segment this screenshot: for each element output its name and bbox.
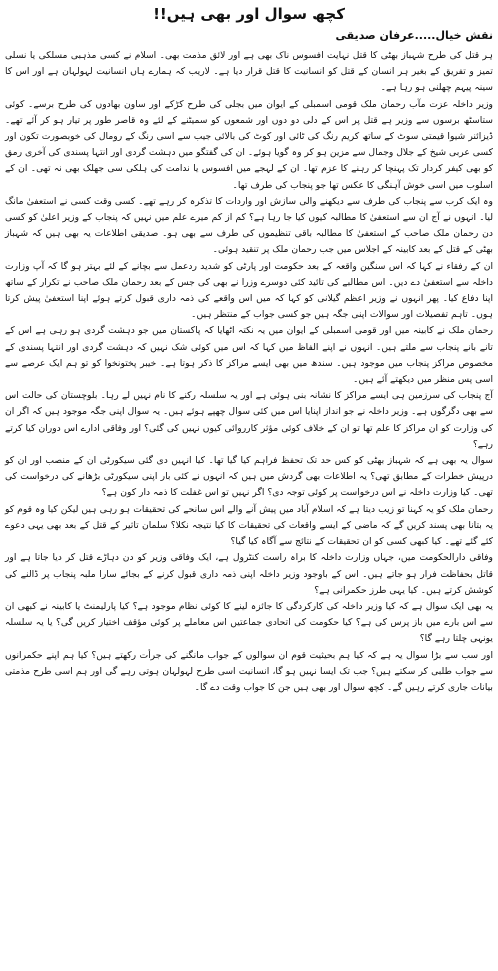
article-body <box>5 48 493 696</box>
paragraph: وفاقی دارالحکومت میں، جہاں وزارت داخلہ کا براہ راست کنٹرول ہے، ایک وفاقی وزیر کو دن دہاڑے قتل کر دیا جاتا ہے اور قاتل بحفاظت فرار ہو جاتے ہیں۔ اس کے باوجود وزیر داخلہ اپنی ذمہ داری قبول کرنے کے بجائے سارا ملبہ پنجاب پر ڈالنے کی کوشش کرتے ہیں۔ کیا یہی طرز حکمرانی ہے؟ <box>5 552 493 596</box>
paragraph: رحمان ملک نے کابینہ میں اور قومی اسمبلی کے ایوان میں یہ نکتہ اٹھایا کہ پاکستان میں جو دہشت گردی ہو رہی ہے اس کے تانے بانے پنجاب سے ملتے ہیں۔ انہوں نے اپنے الفاظ میں کہا کہ اس میں کوئی شک نہیں کہ دہشت گردی اور انتہا پسندی کے مخصوص مراکز پنجاب میں موجود ہیں۔ سندھ میں بھی ایسے مراکز کا ذکر ہوتا ہے۔ خیبر پختونخوا کو تو ہم ایک عرصے سے اسی پس منظر میں دیکھتے آئے ہیں۔ <box>5 325 493 386</box>
paragraph: رحمان ملک کو یہ کہنا تو زیب دیتا ہے کہ اسلام آباد میں پیش آنے والے اس سانحے کی تحقیقات ہو رہی ہیں لیکن کیا وہ قوم کو یہ بتانا بھی پسند کریں گے کہ ماضی کے ایسے واقعات کی تحقیقات کا کیا نتیجہ نکلا؟ سلمان تاثیر کے قتل کے بعد بھی یہی دعوے کئے گئے تھے۔ کیا کبھی کسی کو ان تحقیقات کے نتائج سے آگاہ کیا گیا؟ <box>5 503 493 548</box>
byline: نقش خیال.....عرفان صدیقی <box>335 29 493 42</box>
paragraph: سوال یہ بھی ہے کہ شہباز بھٹی کو کس حد تک تحفظ فراہم کیا گیا تھا۔ کیا انہیں دی گئی سیکورٹی ان کے منصب اور ان کو درپیش خطرات کے مطابق تھی؟ یہ اطلاعات بھی گردش میں ہیں کہ انہوں نے کئی بار اپنی سیکورٹی بڑھانے کی درخواست کی تھی۔ کیا وزارت داخلہ نے اس درخواست پر کوئی توجہ دی؟ اگر نہیں تو اس غفلت کا ذمہ دار کون ہے؟ <box>5 455 493 499</box>
paragraph: ان کے رفقاء نے کہا کہ اس سنگین واقعہ کے بعد حکومت اور پارٹی کو شدید ردعمل سے بچانے کے لئے بہتر ہو گا کہ آپ وزارت داخلہ سے استعفیٰ دے دیں۔ اس مطالبے کی تائید کئی دوسرے وزرا نے بھی کی جس کے بعد رحمان ملک صاحب نے تکرار کے ساتھ اپنا دفاع کیا۔ پھر انہوں نے وزیر اعظم گیلانی کو کہا کہ میں اس واقعے کی ذمہ داری قبول کرتے ہوئے اپنا استعفیٰ پیش کرتا ہوں۔ تاہم تفصیلات اور سوالات اپنی جگہ ہیں جو کسی جواب کے منتظر ہیں۔ <box>5 260 493 321</box>
paragraph: وزیر داخلہ عزت مآب رحمان ملک قومی اسمبلی کے ایوان میں بجلی کی طرح کڑکے اور ساون بھادوں کی طرح برسے۔ کوئی ستاسٹھ برسوں سے وزیر ہے قتل پر اس کے دلی دو دوں اور شمعوں کو سمیٹنے کے لئے وہ قاصر طور پر تیار ہو کر آئے تھے۔ ڈیزائنر شیوا قیمتی سوٹ کے ساتھ کریم رنگ کی ٹائی اور کوٹ کی بالائی جیب سے اسی رنگ کے رومال کی خوبصورت تکون اور کسی عربی شیخ کے جلال وجمال سے مزین ہو کر وہ گویا ہوئے۔ ان کی گفتگو میں دہشت گردی اور انتہا پسندی کی آخری رمق کو بھی کیفر کردار تک پہنچا کر رہنے کا عزم تھا۔ ان کے لہجے میں افسوس یا ندامت کی ہلکی سی جھلک بھی نہ تھی۔ ان کے اسلوب میں اسی خوش آہنگی کا عکس تھا جو پنجاب کی طرف تھا۔ <box>5 98 493 191</box>
headline: کچھ سوال اور بھی ہیں!! <box>153 5 345 23</box>
paragraph: اور سب سے بڑا سوال یہ ہے کہ کیا ہم بحیثیت قوم ان سوالوں کے جواب مانگنے کی جرأت رکھتے ہیں؟ کیا ہم اپنے حکمرانوں سے جواب طلبی کر سکتے ہیں؟ جب تک ایسا نہیں ہو گا، انسانیت اسی طرح لہولہان ہوتی رہے گی اور ہم اسی طرح مذمتی بیانات جاری کرتے رہیں گے۔ کچھ سوال اور بھی ہیں جن کا جواب وقت دے گا۔ <box>5 649 493 693</box>
paragraph: آج پنجاب کی سرزمین ہی ایسے مراکز کا نشانہ بنی ہوئی ہے اور یہ سلسلہ رکنے کا نام نہیں لے رہا۔ بلوچستان کی حالت اس سے بھی دگرگوں ہے۔ وزیر داخلہ نے جو انداز اپنایا اس میں کئی سوال چھپے ہوئے ہیں۔ یہ سوال اپنی جگہ موجود ہیں کہ اگر ان کی وزارت کو ان مراکز کا علم تھا تو ان کے خلاف کوئی مؤثر کارروائی کیوں نہیں کی گئی؟ اور وفاقی ادارے اس دوران کیا کرتے رہے؟ <box>5 390 493 450</box>
paragraph: ہر قتل کی طرح شہباز بھٹی کا قتل نہایت افسوس ناک بھی ہے اور لائق مذمت بھی۔ اسلام نے کسی مذہبی مسلکی یا نسلی تمیز و تفریق کے بغیر ہر انسان کے قتل کو انسانیت کا قتل قرار دیا ہے۔ لاریب کہ ہمارے ہاں انسانیت لہولہان ہے اور اس کا سینہ پیہم چھلنی ہو رہا ہے۔ <box>5 50 493 94</box>
paragraph: یہ بھی ایک سوال ہے کہ کیا وزیر داخلہ کی کارکردگی کا جائزہ لینے کا کوئی نظام موجود ہے؟ کیا پارلیمنٹ یا کابینہ نے کبھی ان سے اس بارے میں باز پرس کی ہے؟ کیا حکومت کی اتحادی جماعتیں اس معاملے پر کوئی مؤقف اختیار کریں گی؟ یا یہ سلسلہ یونہی چلتا رہے گا؟ <box>5 600 493 645</box>
paragraph: وہ ایک کرب سے پنجاب کی طرف سے دیکھنے والی سازش اور واردات کا تذکرہ کر رہے تھے۔ کسی وقت کسی نے استعفیٰ مانگ لیا۔ انہوں نے آج ان سے استعفیٰ کا مطالبہ کیوں کیا جا رہا ہے؟ کم از کم میرے علم میں نہیں کہ پنجاب کے وزیر اعلیٰ کو کسی دن رحمان ملک صاحب کے استعفیٰ کا مطالبہ باقی تنظیموں کی طرف سے بھی ہو۔ صدیقی اطلاعات یہ بھی ہیں کہ شہباز بھٹی کے قتل کے بعد کابینہ کے اجلاس میں جب رحمان ملک پر تنقید ہوئی۔ <box>5 195 493 256</box>
